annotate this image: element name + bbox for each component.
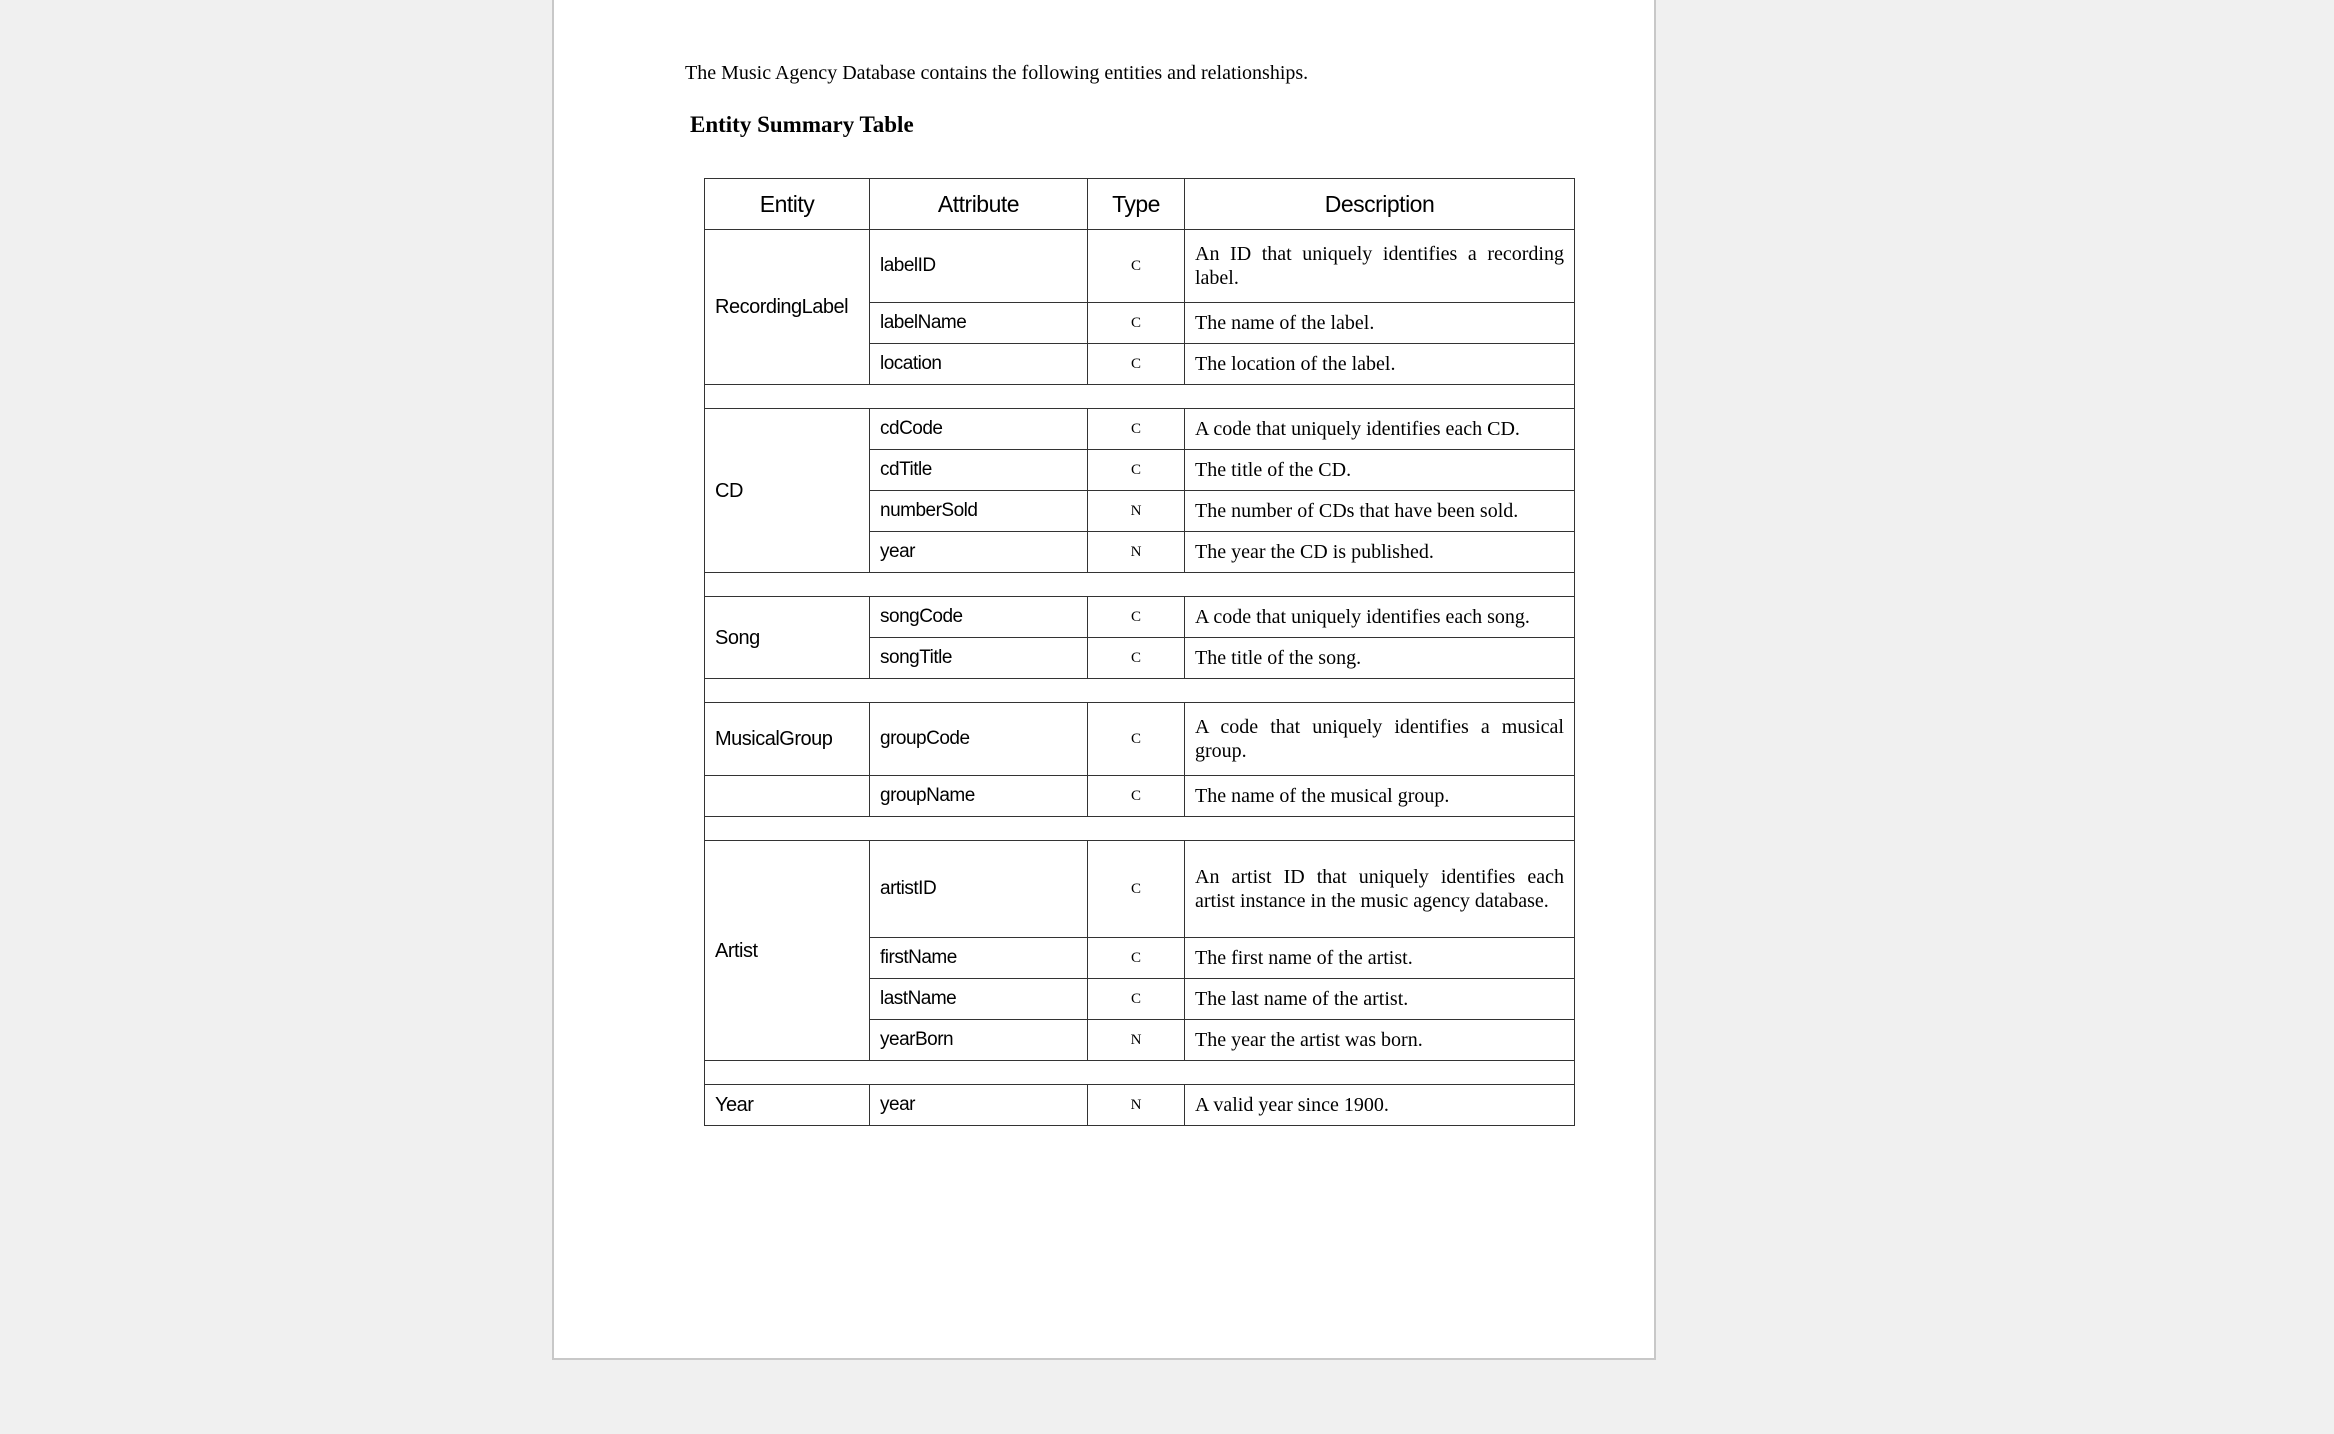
type-cell: N [1088, 1085, 1185, 1126]
header-attribute: Attribute [870, 179, 1088, 230]
type-cell: C [1088, 597, 1185, 638]
description-cell: A code that uniquely identifies each CD. [1185, 409, 1575, 450]
type-cell: C [1088, 230, 1185, 303]
type-cell: C [1088, 303, 1185, 344]
table-header-row [705, 179, 1575, 230]
attribute-cell: cdCode [870, 409, 1088, 450]
attribute-cell: lastName [870, 979, 1088, 1020]
entity-cell: CD [705, 409, 870, 573]
spacer-cell [705, 385, 1575, 409]
intro-paragraph: The Music Agency Database contains the following entities and relationships. [685, 62, 1309, 84]
attribute-cell: yearBorn [870, 1020, 1088, 1061]
type-cell: C [1088, 638, 1185, 679]
table-row [705, 841, 1575, 938]
spacer-cell [705, 817, 1575, 841]
header-description: Description [1185, 179, 1575, 230]
table-row [705, 409, 1575, 450]
spacer-row [705, 817, 1575, 841]
spacer-cell [705, 1061, 1575, 1085]
description-cell: The last name of the artist. [1185, 979, 1575, 1020]
attribute-cell: firstName [870, 938, 1088, 979]
description-cell: A code that uniquely identifies each song. [1185, 597, 1575, 638]
table-row [705, 703, 1575, 776]
entity-cell: Artist [705, 841, 870, 1061]
table-row [705, 230, 1575, 303]
entity-cell: MusicalGroup [705, 703, 870, 776]
attribute-cell: groupName [870, 776, 1088, 817]
type-cell: N [1088, 1020, 1185, 1061]
spacer-row [705, 573, 1575, 597]
attribute-cell: location [870, 344, 1088, 385]
type-cell: C [1088, 841, 1185, 938]
type-cell: C [1088, 344, 1185, 385]
attribute-cell: year [870, 1085, 1088, 1126]
type-cell: N [1088, 532, 1185, 573]
description-cell: The number of CDs that have been sold. [1185, 491, 1575, 532]
header-entity: Entity [705, 179, 870, 230]
type-cell: C [1088, 409, 1185, 450]
attribute-cell: year [870, 532, 1088, 573]
type-cell: C [1088, 979, 1185, 1020]
description-cell: The name of the label. [1185, 303, 1575, 344]
attribute-cell: songTitle [870, 638, 1088, 679]
description-cell: The location of the label. [1185, 344, 1575, 385]
description-cell: A valid year since 1900. [1185, 1085, 1575, 1126]
description-cell: The name of the musical group. [1185, 776, 1575, 817]
table-row [705, 1085, 1575, 1126]
spacer-row [705, 1061, 1575, 1085]
spacer-row [705, 385, 1575, 409]
entity-cell: Year [705, 1085, 870, 1126]
type-cell: C [1088, 703, 1185, 776]
entity-cell: RecordingLabel [705, 230, 870, 385]
table-row [705, 597, 1575, 638]
attribute-cell: labelName [870, 303, 1088, 344]
header-type: Type [1088, 179, 1185, 230]
attribute-cell: numberSold [870, 491, 1088, 532]
document-page [552, 0, 1656, 1360]
description-cell: The title of the CD. [1185, 450, 1575, 491]
description-cell: The first name of the artist. [1185, 938, 1575, 979]
description-cell: A code that uniquely identifies a musical group. [1185, 703, 1575, 776]
section-heading: Entity Summary Table [690, 112, 914, 137]
spacer-row [705, 679, 1575, 703]
attribute-cell: cdTitle [870, 450, 1088, 491]
description-cell: An ID that uniquely identifies a recording label. [1185, 230, 1575, 303]
attribute-cell: songCode [870, 597, 1088, 638]
entity-summary-table [704, 178, 1575, 1126]
attribute-cell: artistID [870, 841, 1088, 938]
type-cell: C [1088, 938, 1185, 979]
attribute-cell: labelID [870, 230, 1088, 303]
attribute-cell: groupCode [870, 703, 1088, 776]
type-cell: C [1088, 450, 1185, 491]
table-row [705, 776, 1575, 817]
type-cell: C [1088, 776, 1185, 817]
spacer-cell [705, 573, 1575, 597]
description-cell: The year the CD is published. [1185, 532, 1575, 573]
entity-cell-empty [705, 776, 870, 817]
spacer-cell [705, 679, 1575, 703]
entity-cell: Song [705, 597, 870, 679]
description-cell: The year the artist was born. [1185, 1020, 1575, 1061]
description-cell: An artist ID that uniquely identifies each artist instance in the music agency database. [1185, 841, 1575, 938]
type-cell: N [1088, 491, 1185, 532]
description-cell: The title of the song. [1185, 638, 1575, 679]
